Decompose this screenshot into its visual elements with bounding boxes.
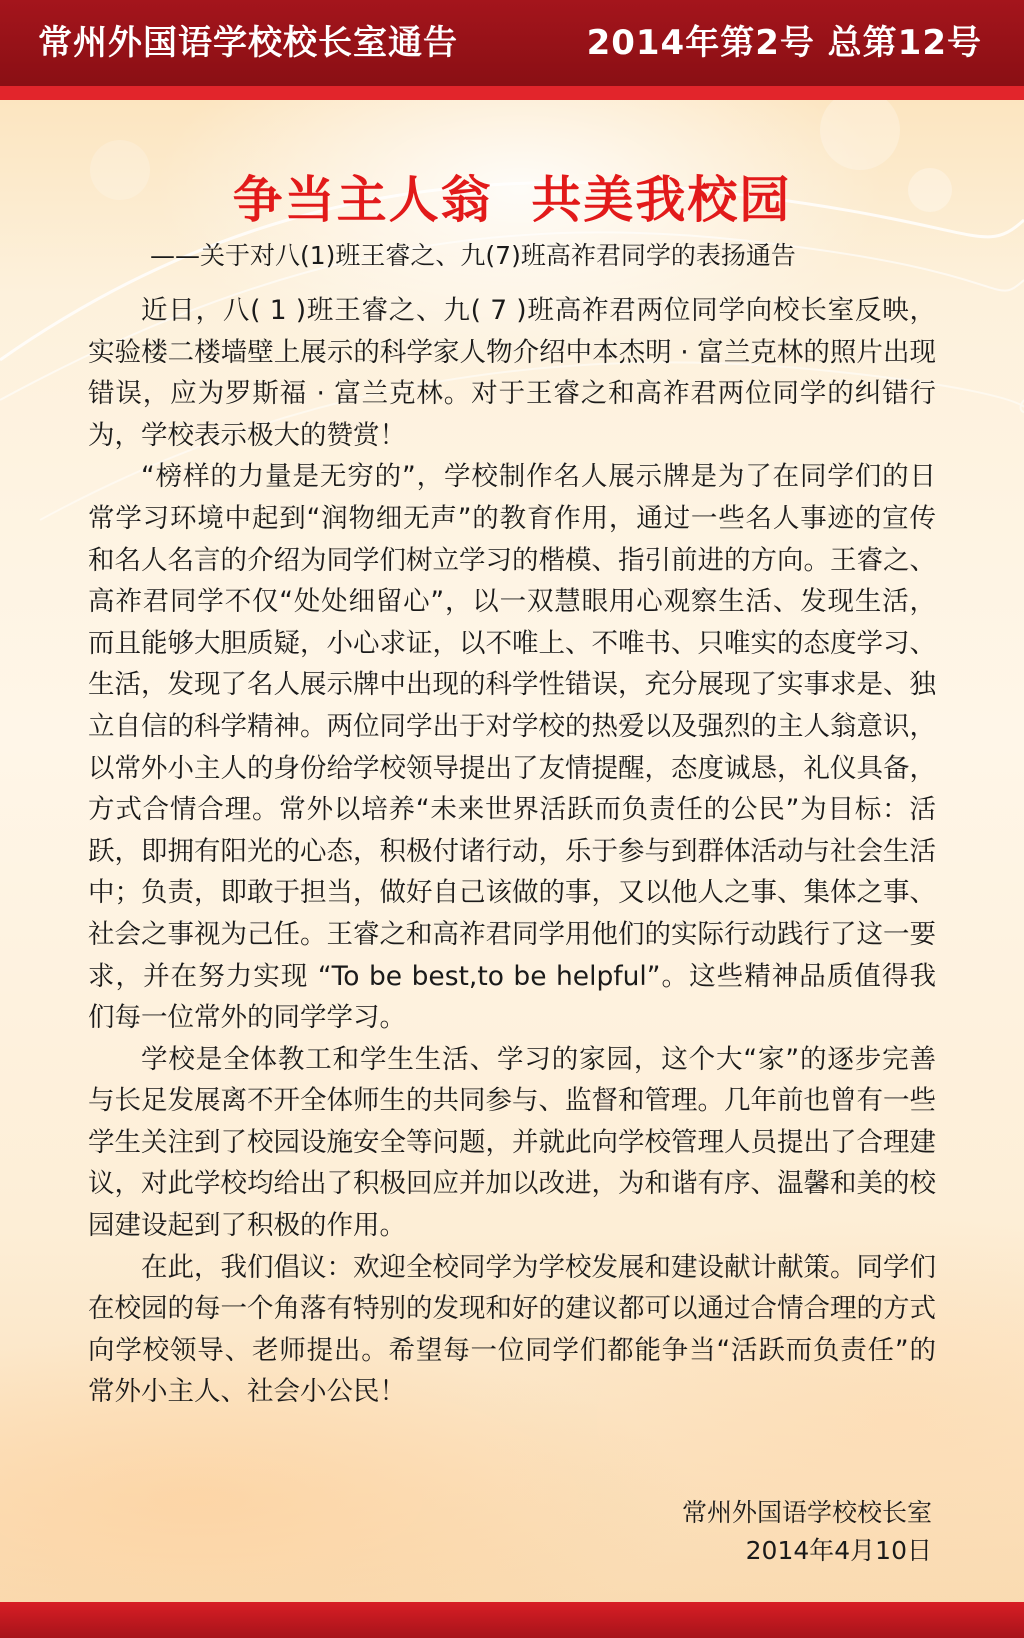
signature-block bbox=[682, 1494, 932, 1570]
signature-office: 常州外国语学校校长室 bbox=[681, 1498, 932, 1527]
notice-subtitle: ——关于对八(1)班王睿之、九(7)班高祚君同学的表扬通告 bbox=[150, 241, 796, 270]
signature-date: 2014年4月10日 bbox=[745, 1536, 932, 1565]
paragraph: 近日，八( 1 )班王睿之、九( 7 )班高祚君两位同学向校长室反映，实验楼二楼墙壁上展示的科学家人物介绍中本杰明 · 富兰克林的照片出现错误，应为罗斯福 · 富兰克林。对于王睿之和高祚君两位同学的纠错行为，学校表示极大的赞赏！ bbox=[88, 295, 936, 451]
paragraph: “榜样的力量是无穷的”，学校制作名人展示牌是为了在同学们的日常学习环境中起到“润物细无声”的教育作用，通过一些名人事迹的宣传和名人名言的介绍为同学们树立学习的楷模、指引前进的方向。王睿之、高祚君同学不仅“处处细留心”，以一双慧眼用心观察生活、发现生活，而且能够大胆质疑，小心求证，以不唯上、不唯书、只唯实的态度学习、生活，发现了名人展示牌中出现的科学性错误，充分展现了实事求是、独立自信的科学精神。两位同学出于对学校的热爱以及强烈的主人翁意识，以常外小主人的身份给学校领导提出了友情提醒，态度诚恳，礼仪具备，方式合情合理。常外以培养“未来世界活跃而负责任的公民”为目标：活跃，即拥有阳光的心态，积极付诸行动，乐于参与到群体活动与社会生活中；负责，即敢于担当，做好自己该做的事，又以他人之事、集体之事、社会之事视为己任。王睿之和高祚君同学用他们的实际行动践行了这一要求，并在努力实现 “To be best,to be helpful”。这些精神品质值得我们每一位常外的同学学习。 bbox=[88, 461, 936, 1034]
footer-bar bbox=[0, 1602, 1024, 1638]
header-title: 常州外国语学校校长室通告 bbox=[38, 23, 458, 63]
notice-body bbox=[88, 290, 936, 1413]
notice-headline: 争当主人翁 共美我校园 bbox=[232, 170, 792, 229]
issue-number: 2014年第2号 总第12号 bbox=[586, 23, 982, 63]
paragraph: 学校是全体教工和学生生活、学习的家园，这个大“家”的逐步完善与长足发展离不开全体师生的共同参与、监督和管理。几年前也曾有一些学生关注到了校园设施安全等问题，并就此向学校管理人员提出了合理建议，对此学校均给出了积极回应并加以改进，为和谐有序、温馨和美的校园建设起到了积极的作用。 bbox=[88, 1043, 936, 1242]
header-bar bbox=[0, 0, 1024, 86]
paragraph: 在此，我们倡议：欢迎全校同学为学校发展和建设献计献策。同学们在校园的每一个角落有特别的发现和好的建议都可以通过合情合理的方式向学校领导、老师提出。希望每一位同学们都能争当“活跃而负责任”的常外小主人、社会小公民！ bbox=[88, 1251, 936, 1408]
